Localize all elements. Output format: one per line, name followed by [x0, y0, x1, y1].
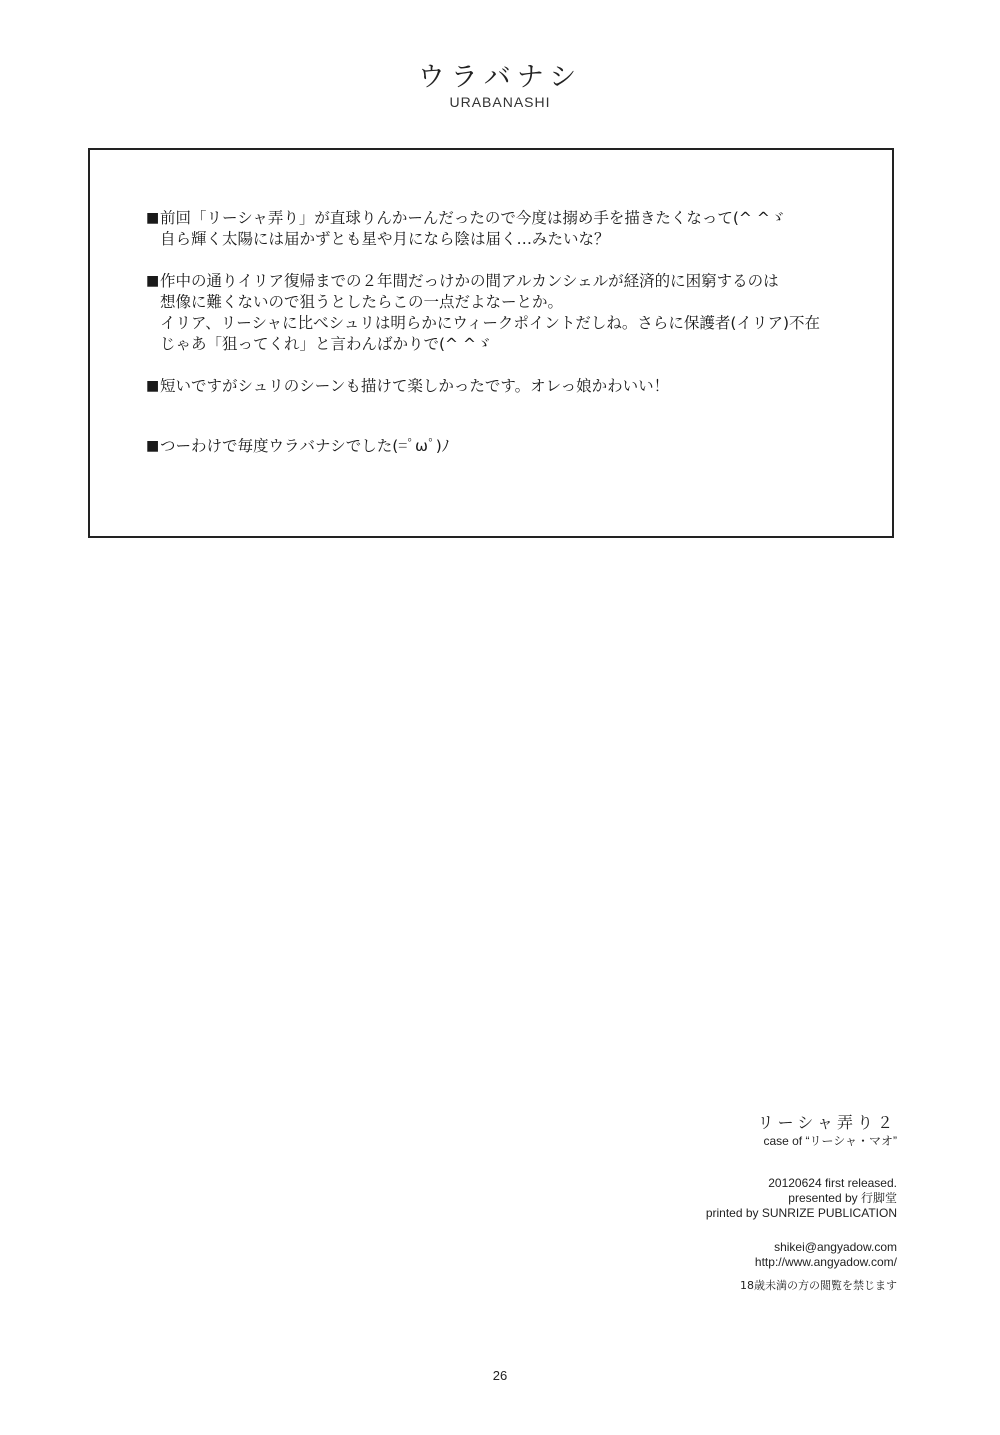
note-line: じゃあ「狙ってくれ」と言わんばかりで(^ ^ゞ	[160, 335, 492, 353]
printer: printed by SUNRIZE PUBLICATION	[705, 1206, 897, 1220]
square-bullet-icon: ■	[146, 210, 160, 226]
square-bullet-icon: ■	[146, 438, 160, 454]
contact-website: http://www.angyadow.com/	[754, 1255, 897, 1269]
page-number: 26	[492, 1368, 508, 1383]
note-line: イリア、リーシャに比べシュリは明らかにウィークポイントだしね。さらに保護者(イリア)不在	[160, 314, 820, 332]
note-paragraph	[146, 376, 846, 397]
note-line: 短いですがシュリのシーンも描けて楽しかったです。オレっ娘かわいい！	[160, 377, 670, 395]
square-bullet-icon: ■	[146, 273, 160, 289]
book-subtitle: case of “リーシャ・マオ”	[763, 1134, 897, 1148]
note-paragraph	[146, 271, 846, 355]
heading-japanese: ウラバナシ	[417, 62, 583, 93]
heading-romaji: URABANASHI	[449, 94, 551, 110]
square-bullet-icon: ■	[146, 378, 160, 394]
note-line: 前回「リーシャ弄り」が直球りんかーんだったので今度は搦め手を描きたくなって(^ ^ゞ	[160, 209, 786, 227]
credits	[706, 1176, 897, 1221]
colophon	[706, 1112, 897, 1293]
afterword-box	[88, 148, 894, 538]
contact-info	[706, 1240, 897, 1270]
publisher: presented by 行脚堂	[788, 1191, 897, 1205]
release-date: 20120624 first released.	[768, 1176, 897, 1190]
note-paragraph	[146, 436, 846, 457]
age-notice: 18歳未満の方の閲覧を禁じます	[740, 1279, 897, 1292]
note-line: 自ら輝く太陽には届かずとも星や月になら陰は届く…みたいな？	[160, 230, 610, 248]
contact-email: shikei@angyadow.com	[774, 1240, 897, 1254]
note-line: 作中の通りイリア復帰までの２年間だっけかの間アルカンシェルが経済的に困窮するのは	[160, 272, 779, 290]
note-line: 想像に難くないので狙うとしたらこの一点だよなーとか。	[160, 293, 564, 311]
page-heading	[0, 62, 1000, 110]
book-title: リーシャ弄り２	[757, 1113, 897, 1132]
afterword-notes	[146, 208, 846, 457]
note-line: つーわけで毎度ウラバナシでした(=ﾟωﾟ)ﾉ	[160, 437, 450, 455]
note-paragraph	[146, 208, 846, 250]
